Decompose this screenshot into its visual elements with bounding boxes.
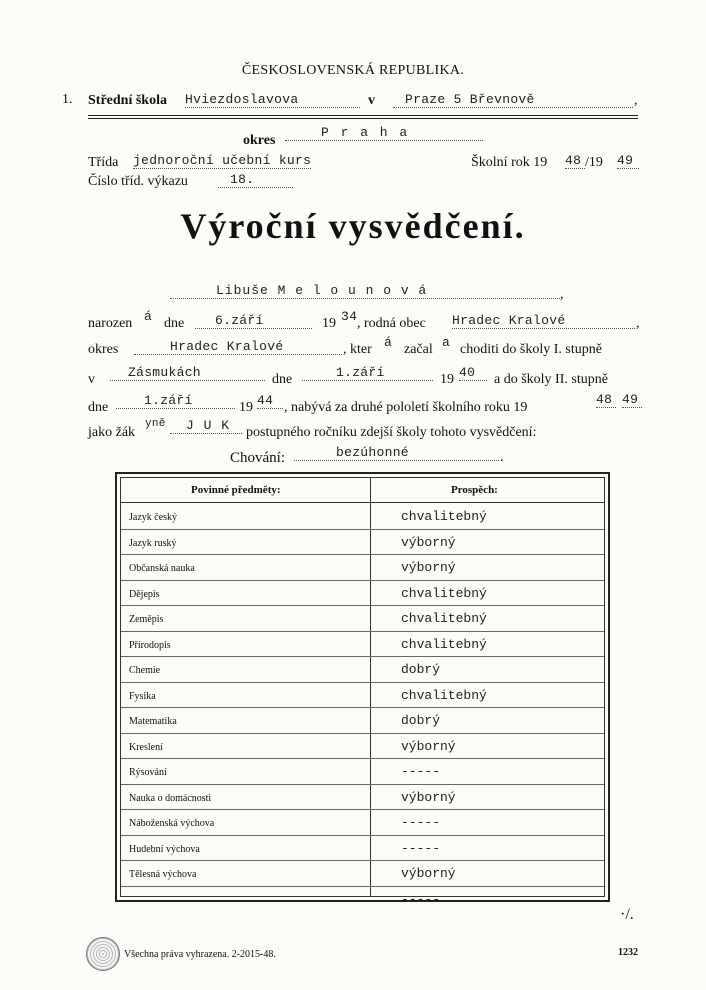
grade-cell: ----- [401, 840, 441, 856]
subject-cell: Fysika [129, 690, 156, 702]
birth-year: 34 [341, 309, 358, 324]
grade-cell: výborný [401, 560, 456, 575]
form-number: 1232 [618, 947, 638, 958]
first-date: 1.září [302, 365, 433, 381]
table-row [121, 656, 604, 683]
school-name: Hviezdoslavova [185, 92, 360, 108]
subject-cell: Matematika [129, 716, 177, 727]
year-from: 48 [565, 153, 585, 169]
first-year-prefix: 19 [440, 372, 454, 387]
born-suffix: á [144, 309, 153, 324]
birthplace: Hradec Kralové [452, 313, 635, 329]
school-city: Praze 5 Břevnově [393, 92, 633, 108]
subject-cell: Dějepis [129, 588, 160, 600]
birth-year-prefix: 19 [322, 316, 336, 331]
table-row [121, 784, 604, 811]
subject-cell: Kreslení [129, 741, 163, 753]
subject-cell: Občanská nauka [129, 563, 195, 574]
grade-cell: výborný [401, 534, 456, 550]
birth-day-label: dne [164, 316, 185, 331]
table-row [121, 733, 604, 760]
term-from: 48 [596, 392, 616, 408]
birthplace-label: , rodná obec [357, 316, 426, 331]
second-day-label: dne [88, 400, 109, 415]
class-label: Třída [88, 155, 119, 170]
first-year: 40 [459, 365, 487, 381]
register-value: 18. [218, 172, 293, 188]
table-row [121, 809, 604, 836]
grade-cell: chvalitebný [401, 636, 487, 652]
table-row [121, 605, 604, 632]
grade-cell: ----- [401, 891, 441, 907]
publisher-seal-icon [86, 937, 120, 971]
grade-cell: výborný [401, 738, 456, 754]
started-label: začal [404, 342, 433, 357]
grade-cell: chvalitebný [401, 509, 487, 524]
subject-cell: Přírodopis [129, 639, 171, 651]
grades-table [115, 472, 610, 907]
table-row [121, 529, 604, 556]
grades-table-header [121, 478, 604, 503]
student-district: Hradec Kralové [134, 339, 342, 355]
subject-cell: Náboženská výchova [129, 818, 215, 829]
grade-cell: chvalitebný [401, 611, 487, 626]
first-school-place: Zásmukách [110, 365, 265, 381]
student-name: Libuše M e l o u n o v á [170, 283, 560, 299]
grade-cell: výborný [401, 789, 456, 805]
which-label: , kter [343, 342, 372, 357]
table-row [121, 554, 604, 581]
behavior-dot: . [500, 450, 504, 465]
grades-table-inner [120, 477, 605, 907]
subject-cell: Tělesná výchova [129, 869, 197, 880]
started-suffix: a [442, 335, 451, 350]
school-one-text: choditi do školy I. stupně [460, 342, 602, 357]
school-number: 1. [62, 92, 73, 107]
table-row [121, 860, 604, 887]
subject-cell: Zeměpis [129, 614, 164, 625]
name-comma: , [560, 287, 564, 302]
pupil-suffix: yně [145, 418, 166, 430]
table-row [121, 503, 604, 530]
grade-text: postupného ročníku zdejší školy tohoto vysvědčení: [246, 425, 537, 440]
district-label: okres [243, 133, 276, 148]
first-day-label: dne [272, 372, 293, 387]
second-year: 44 [257, 393, 283, 409]
year-to: 49 [617, 153, 639, 169]
in-label: v [88, 372, 95, 387]
rights-text: Všechna práva vyhrazena. 2-2015-48. [124, 949, 276, 960]
grade-level: J U K [170, 418, 242, 434]
header-subjects: Povinné předměty: [191, 484, 281, 496]
table-row [121, 631, 604, 658]
grade-cell: dobrý [401, 662, 441, 677]
school-two-text: a do školy II. stupně [494, 372, 608, 387]
table-row [121, 580, 604, 607]
subject-cell: Jazyk ruský [129, 537, 177, 549]
subject-cell: Nauka o domácnosti [129, 792, 212, 804]
receives-text: , nabývá za druhé pololetí školního roku 19 [284, 400, 528, 415]
which-suffix: á [384, 335, 393, 350]
grade-cell: chvalitebný [401, 585, 487, 601]
table-row [121, 758, 604, 785]
grade-cell: ----- [401, 815, 441, 830]
subject-cell: Rýsování [129, 767, 167, 778]
year-sep: /19 [585, 155, 603, 170]
table-row [121, 707, 604, 734]
year-label: Školní rok 19 [471, 155, 548, 170]
header-rule-1 [88, 115, 638, 116]
table-row [121, 682, 604, 709]
grade-cell: ----- [401, 764, 441, 779]
class-value: jednoroční učební kurs [133, 153, 312, 168]
country-heading: ČESKOSLOVENSKÁ REPUBLIKA. [241, 63, 465, 78]
continued-mark: ·/. [620, 906, 634, 923]
birth-date: 6.září [195, 313, 312, 329]
city-prefix: v [368, 93, 375, 108]
table-row [121, 886, 604, 912]
table-row [121, 835, 604, 862]
grade-cell: výborný [401, 866, 456, 881]
born-prefix: narozen [88, 316, 133, 331]
subject-cell: Chemie [129, 665, 161, 676]
register-label: Číslo tříd. výkazu [88, 174, 188, 189]
document-title: Výroční vysvědčení. [180, 206, 526, 246]
grade-cell: dobrý [401, 713, 441, 728]
header-grades: Prospěch: [451, 484, 498, 496]
term-to: 49 [622, 392, 642, 408]
pupil-label: jako žák [88, 425, 136, 440]
second-year-prefix: 19 [239, 400, 253, 415]
school-label: Střední škola [88, 93, 167, 108]
behavior-label: Chování: [230, 450, 285, 466]
subject-cell: Hudební výchova [129, 843, 200, 855]
district-value: P r a h a [285, 125, 483, 141]
subject-cell: Jazyk český [129, 512, 178, 523]
grade-cell: chvalitebný [401, 687, 487, 703]
birthplace-comma: , [636, 316, 640, 331]
city-comma: , [634, 93, 638, 108]
student-district-label: okres [88, 342, 119, 357]
second-date: 1.září [116, 393, 235, 409]
header-rule-2 [88, 118, 638, 119]
behavior-value: bezúhonné [294, 445, 499, 461]
